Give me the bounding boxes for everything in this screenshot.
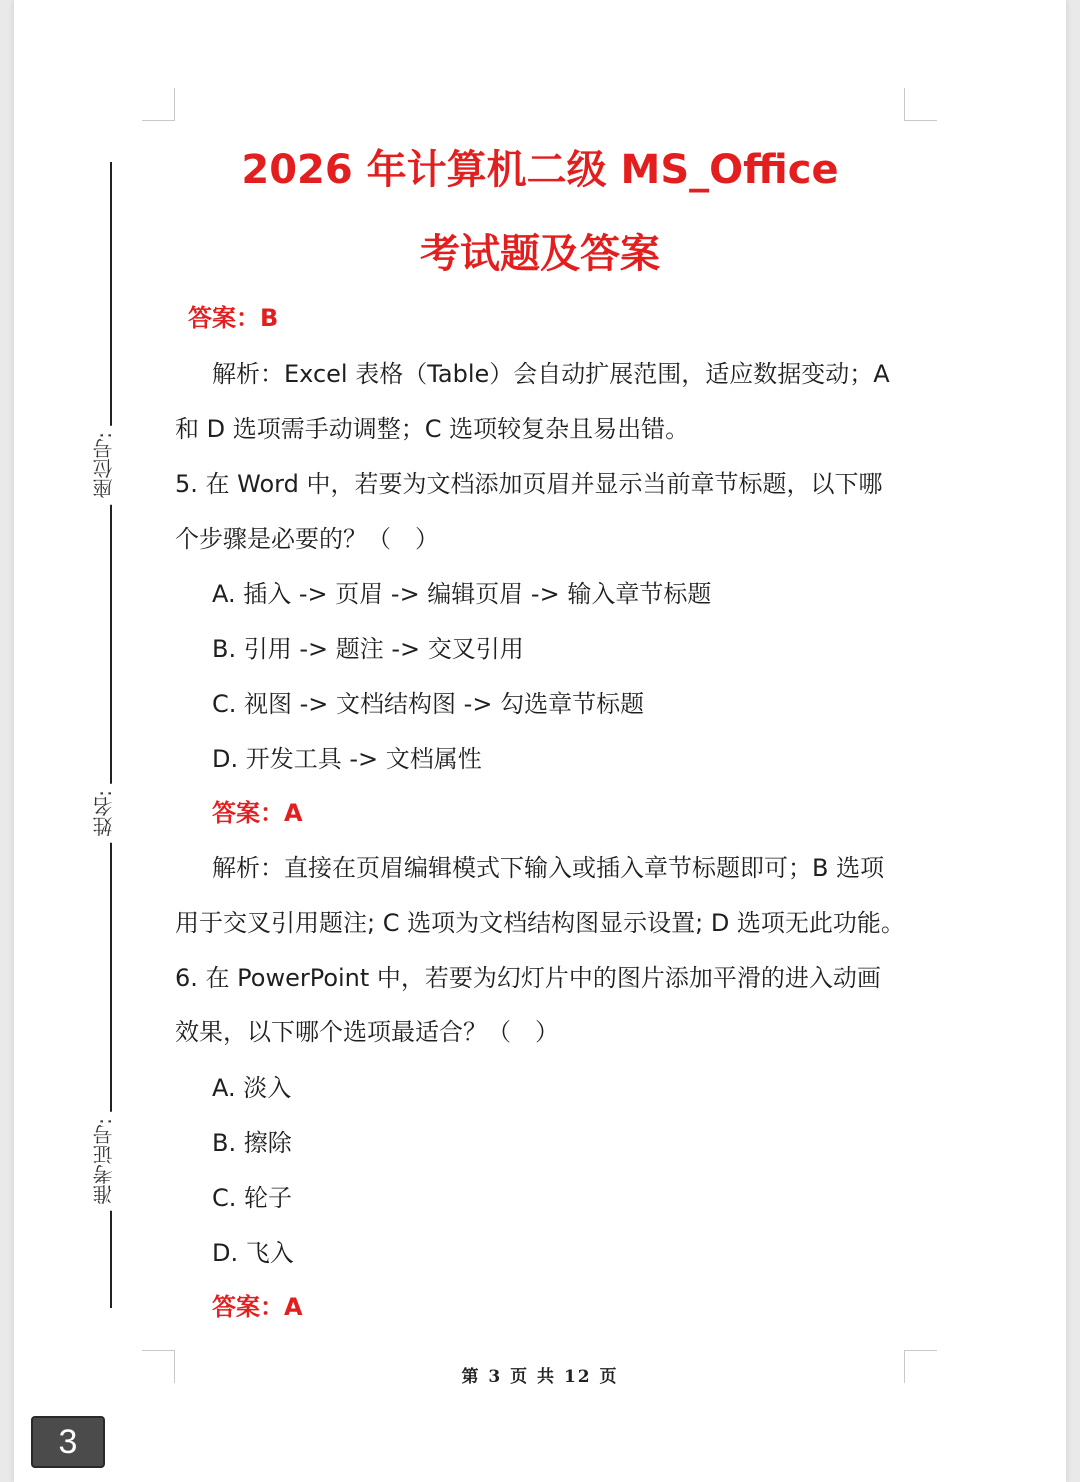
question-6-line1: 6. 在 PowerPoint 中，若要为幻灯片中的图片添加平滑的进入动画 xyxy=(175,964,881,992)
previous-answer: 答案：B xyxy=(188,304,279,332)
document-title-line2: 考试题及答案 xyxy=(420,231,660,277)
question-5-analysis-line1: 解析：直接在页眉编辑模式下输入或插入章节标题即可；B 选项 xyxy=(212,854,885,882)
question-6-option-b: B. 擦除 xyxy=(212,1129,292,1157)
question-6-option-c: C. 轮子 xyxy=(212,1184,293,1212)
question-5-line1: 5. 在 Word 中，若要为文档添加页眉并显示当前章节标题，以下哪 xyxy=(175,470,883,498)
question-6-answer: 答案：A xyxy=(212,1293,303,1321)
question-5-analysis-line2: 用于交叉引用题注; C 选项为文档结构图显示设置; D 选项无此功能。 xyxy=(175,909,905,937)
question-5-answer: 答案：A xyxy=(212,799,303,827)
question-5-option-a: A. 插入 -> 页眉 -> 编辑页眉 -> 输入章节标题 xyxy=(212,580,712,608)
question-6-option-d: D. 飞入 xyxy=(212,1239,294,1267)
name-label: 姓名: xyxy=(84,784,124,843)
seat-number-label: 座位号: xyxy=(84,426,124,505)
question-6-option-a: A. 淡入 xyxy=(212,1074,292,1102)
margin-corner-top-left xyxy=(142,88,175,121)
question-5-line2: 个步骤是必要的？（ ） xyxy=(175,525,439,553)
question-5-option-b: B. 引用 -> 题注 -> 交叉引用 xyxy=(212,635,524,663)
previous-analysis-line1: 解析：Excel 表格（Table）会自动扩展范围，适应数据变动；A xyxy=(212,360,890,388)
question-6-line2: 效果，以下哪个选项最适合？（ ） xyxy=(175,1018,559,1046)
exam-id-label: 准考证号: xyxy=(84,1112,124,1211)
previous-analysis-line2: 和 D 选项需手动调整；C 选项较复杂且易出错。 xyxy=(175,415,690,443)
document-title-line1: 2026 年计算机二级 MS_Office xyxy=(241,147,839,193)
question-5-option-d: D. 开发工具 -> 文档属性 xyxy=(212,745,482,773)
margin-corner-top-right xyxy=(904,88,937,121)
page-number-badge[interactable]: 3 xyxy=(31,1416,105,1468)
page-footer: 第 3 页 共 12 页 xyxy=(461,1367,619,1387)
question-5-option-c: C. 视图 -> 文档结构图 -> 勾选章节标题 xyxy=(212,690,645,718)
